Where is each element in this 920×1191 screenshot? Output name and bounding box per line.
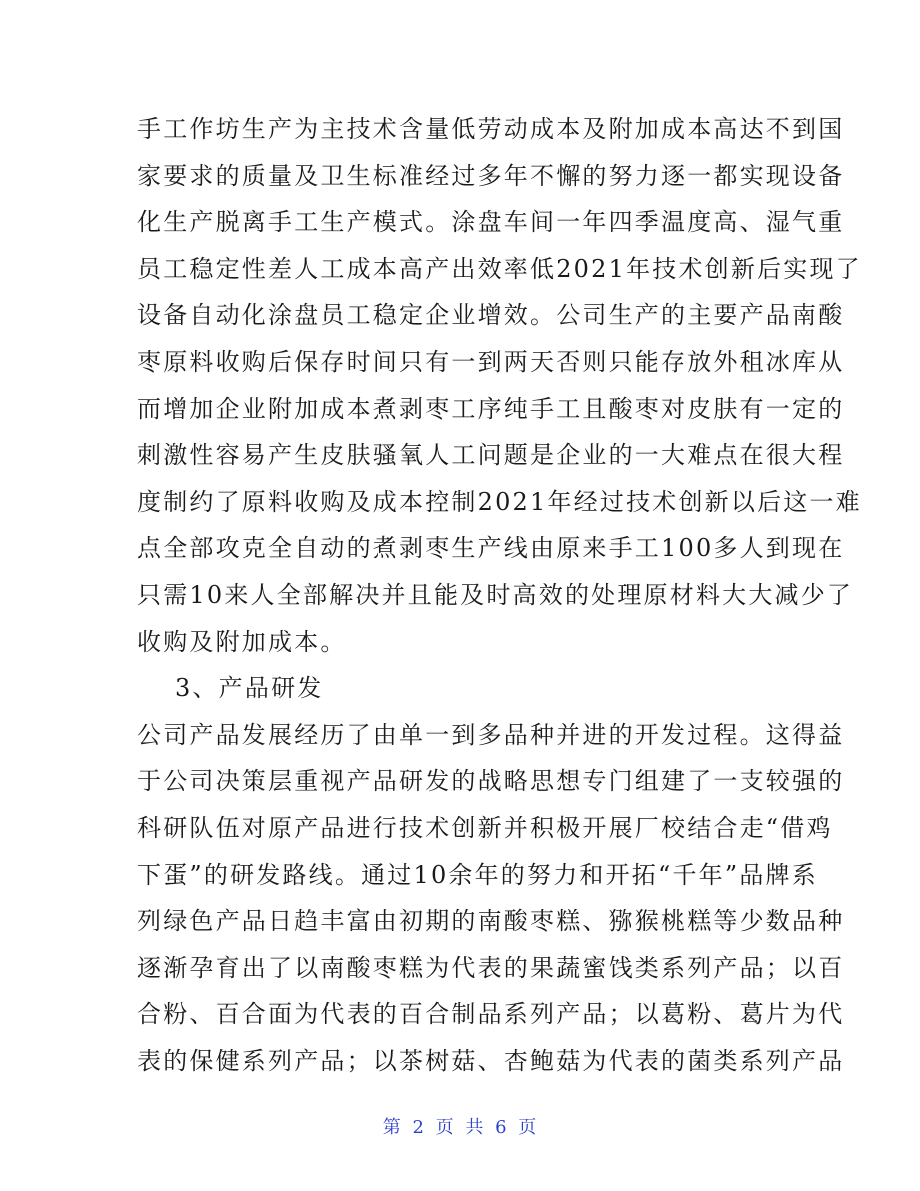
text-line-5: 设备自动化涂盘员工稳定企业增效。公司生产的主要产品南酸	[137, 301, 845, 330]
text-line-3: 化生产脱离手工生产模式。涂盘车间一年四季温度高、湿气重	[137, 208, 845, 237]
text-line-7: 而增加企业附加成本煮剥枣工序纯手工且酸枣对皮肤有一定的	[137, 394, 845, 423]
footer-current-page: 2	[412, 1117, 425, 1138]
text-line-2: 家要求的质量及卫生标准经过多年不懈的努力逐一都实现设备	[137, 161, 845, 190]
text-line-12: 收购及附加成本。	[137, 627, 347, 656]
footer-page-unit: 页	[435, 1117, 455, 1138]
section-line-2: 于公司决策层重视产品研发的战略思想专门组建了一支较强的	[137, 767, 845, 796]
text-line-10: 点全部攻克全自动的煮剥枣生产线由原来手工100多人到现在	[137, 534, 845, 563]
section-line-4: 下蛋”的研发路线。通过10余年的努力和开拓“千年”品牌系	[137, 860, 818, 889]
section-line-6: 逐渐孕育出了以南酸枣糕为代表的果蔬蜜饯类系列产品；以百	[137, 953, 845, 982]
text-line-11: 只需10来人全部解决并且能及时高效的处理原材料大大减少了	[137, 580, 854, 609]
footer-suffix: 页	[518, 1117, 538, 1138]
section-line-5: 列绿色产品日趋丰富由初期的南酸枣糕、猕猴桃糕等少数品种	[137, 907, 845, 936]
text-line-9: 度制约了原料收购及成本控制2021年经过技术创新以后这一难	[137, 487, 862, 516]
footer-prefix: 第	[382, 1117, 402, 1138]
text-line-6: 枣原料收购后保存时间只有一到两天否则只能存放外租冰库从	[137, 347, 845, 376]
page-footer	[0, 1113, 920, 1139]
footer-total-pages: 6	[495, 1117, 508, 1138]
body-text	[137, 106, 862, 1084]
footer-total-word: 共	[465, 1117, 485, 1138]
section-line-7: 合粉、百合面为代表的百合制品系列产品；以葛粉、葛片为代	[137, 1000, 845, 1029]
section-line-8: 表的保健系列产品；以茶树菇、杏鲍菇为代表的菌类系列产品	[137, 1046, 845, 1075]
text-line-8: 刺激性容易产生皮肤骚氧人工问题是企业的一大难点在很大程	[137, 441, 845, 470]
text-line-1: 手工作坊生产为主技术含量低劳动成本及附加成本高达不到国	[137, 115, 845, 143]
text-line-4: 员工稳定性差人工成本高产出效率低2021年技术创新后实现了	[137, 254, 862, 283]
section-heading: 3、产品研发	[175, 674, 324, 703]
section-line-3: 科研队伍对原产品进行技术创新并积极开展厂校结合走“借鸡	[137, 813, 833, 842]
section-line-1: 公司产品发展经历了由单一到多品种并进的开发过程。这得益	[137, 720, 845, 749]
